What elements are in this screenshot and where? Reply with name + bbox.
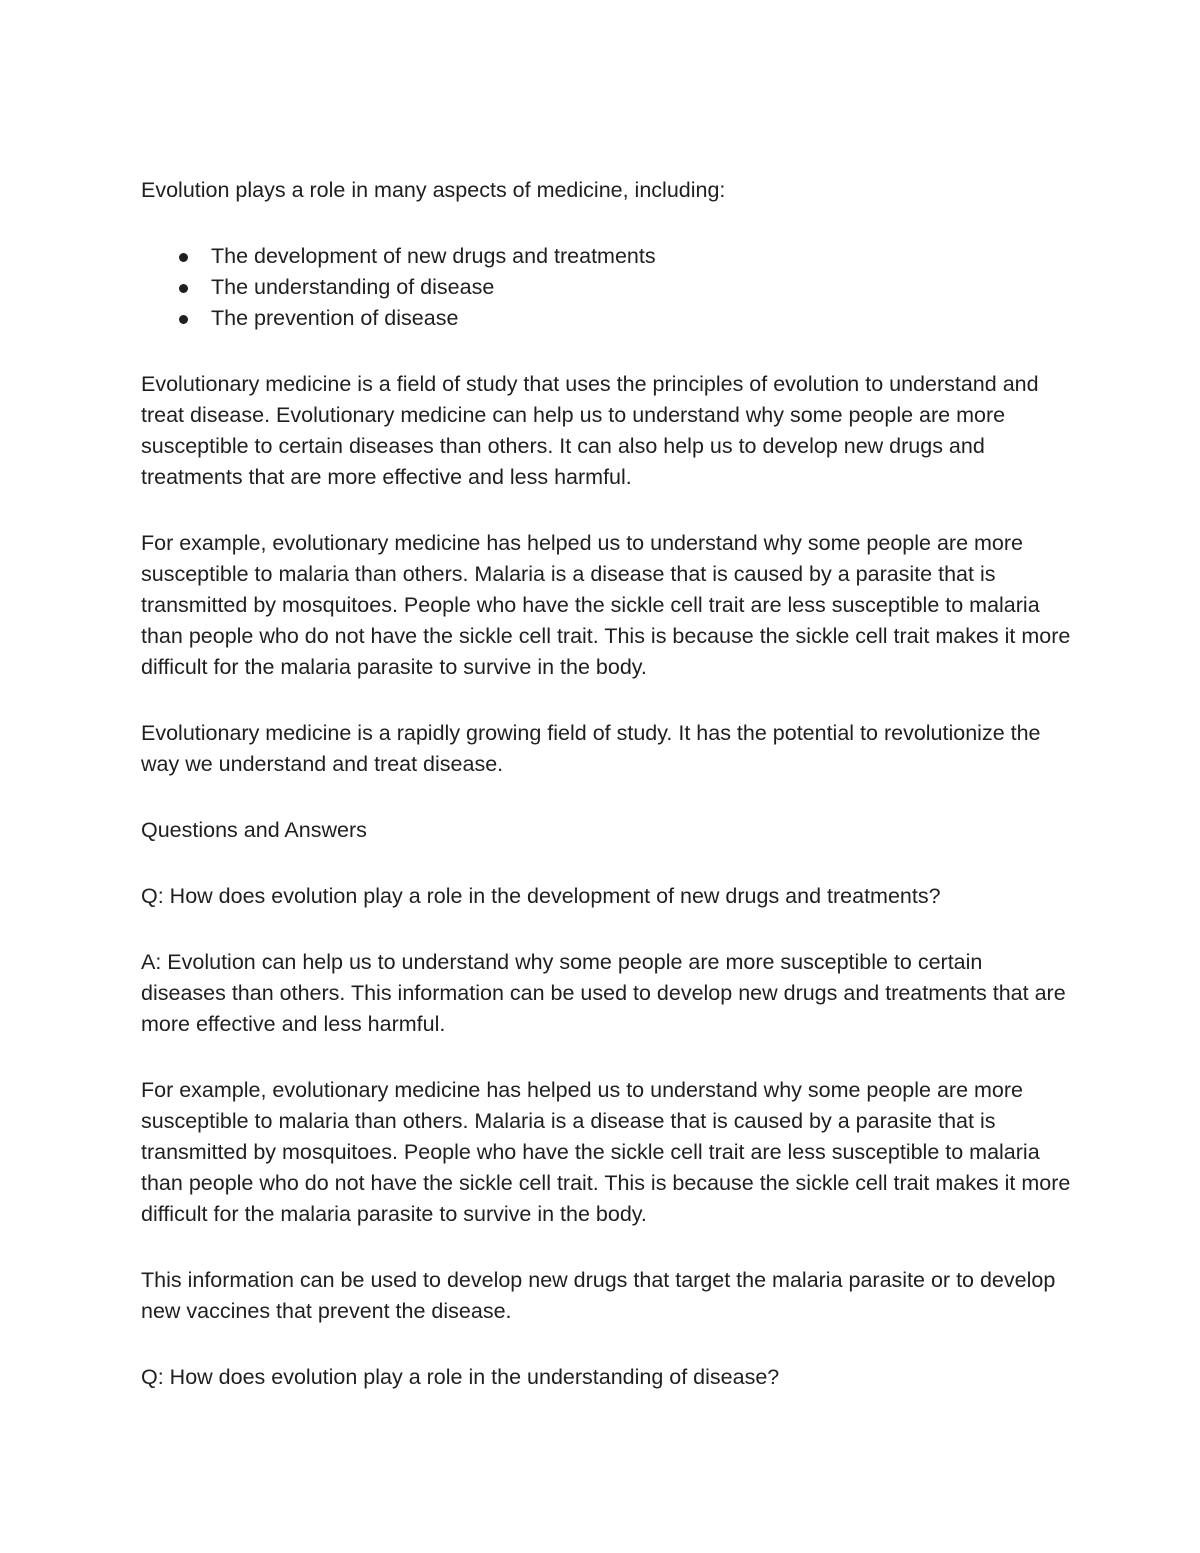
body-paragraph: Evolutionary medicine is a rapidly growing field of study. It has the potential to revolutionize the way we understand and treat disease.: [141, 721, 1041, 776]
bullet-icon: [179, 315, 188, 324]
list-item-text: The understanding of disease: [211, 275, 495, 299]
question-paragraph: Q: How does evolution play a role in the understanding of disease?: [141, 1365, 780, 1389]
document-page: [141, 175, 1071, 1428]
list-item-text: The prevention of disease: [211, 306, 459, 330]
list-item-text: The development of new drugs and treatments: [211, 244, 656, 268]
list-item: [141, 272, 1071, 303]
body-paragraph: This information can be used to develop new drugs that target the malaria parasite or to develop new vaccines that prevent the disease.: [141, 1268, 1056, 1323]
list-item: [141, 303, 1071, 334]
bullet-icon: [179, 253, 188, 262]
body-paragraph: For example, evolutionary medicine has helped us to understand why some people are more susceptible to malaria than others. Malaria is a disease that is caused by a parasite that is transmitted by mosquitoes. People who have the sickle cell trait are less susceptible to malaria than people who do not have the sickle cell trait. This is because the sickle cell trait makes it more difficult for the malaria parasite to survive in the body.: [141, 1078, 1071, 1226]
body-paragraph: For example, evolutionary medicine has helped us to understand why some people are more susceptible to malaria than others. Malaria is a disease that is caused by a parasite that is transmitted by mosquitoes. People who have the sickle cell trait are less susceptible to malaria than people who do not have the sickle cell trait. This is because the sickle cell trait makes it more difficult for the malaria parasite to survive in the body.: [141, 531, 1071, 679]
list-item: [141, 241, 1071, 272]
bullet-icon: [179, 284, 188, 293]
answer-paragraph: A: Evolution can help us to understand why some people are more susceptible to certain diseases than others. This information can be used to develop new drugs and treatments that are more effective and less harmful.: [141, 950, 1066, 1036]
bullet-list: [141, 241, 1071, 334]
question-paragraph: Q: How does evolution play a role in the development of new drugs and treatments?: [141, 884, 941, 908]
section-heading: Questions and Answers: [141, 818, 367, 842]
intro-paragraph: Evolution plays a role in many aspects of medicine, including:: [141, 178, 726, 202]
body-paragraph: Evolutionary medicine is a field of study that uses the principles of evolution to understand and treat disease. Evolutionary medicine can help us to understand why some people are more susceptible to certain diseases than others. It can also help us to develop new drugs and treatments that are more effective and less harmful.: [141, 372, 1039, 489]
